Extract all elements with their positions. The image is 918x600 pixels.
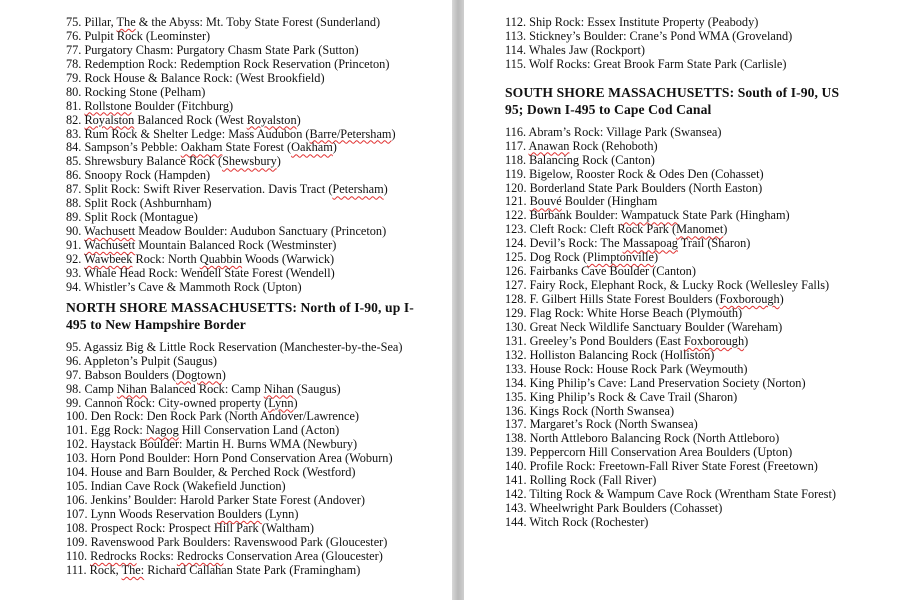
entry-text: 138. North Attleboro Balancing Rock (North Attleboro) [505,431,780,446]
spellcheck-flagged-word: Wawbeek [84,251,133,266]
entry-text: Balanced Rock (West [134,112,247,127]
spellcheck-flagged-word: Royalston [84,112,135,127]
entry-text: Hill Conservation Land (Acton) [178,423,340,438]
list-item [66,239,452,253]
entry-text: 112. Ship Rock: Essex Institute Property (Peabody) [505,15,759,29]
list-item [505,488,918,502]
entry-list-south-shore [505,126,918,530]
list-item [505,182,918,196]
list-item [66,183,452,197]
list-item [66,16,452,30]
entry-text: 94. Whistler’s Cave & Mammoth Rock (Upton) [66,279,302,294]
entry-text: 125. Dog Rock ( [505,250,587,265]
list-item [505,293,918,307]
entry-text: ) [653,250,659,265]
entry-text: 93. Whale Head Rock: Wendell State Forest (Wendell) [66,265,335,280]
entry-text: 92. [66,251,85,266]
entry-text: ) [276,154,281,169]
entry-text: 119. Bigelow, Rooster Rock & Odes Den (Cohasset) [505,166,764,181]
entry-text: 108. Prospect Rock: Prospect Hill Park (Waltham) [66,520,314,535]
list-item [505,126,918,140]
list-item [66,466,452,480]
list-item [66,452,452,466]
entry-text: 118. Balancing Rock (Canton) [505,152,655,167]
list-item [66,72,452,86]
list-item [505,363,918,377]
entry-text: 121. [505,194,530,209]
list-item [66,480,452,494]
list-item [505,16,918,30]
spellcheck-flagged-word: Oakham [291,140,333,155]
list-item [505,432,918,446]
spellcheck-flagged-word: Nihan [116,381,147,396]
list-item [505,349,918,363]
entry-text: (Saugus) [293,381,341,396]
list-item [66,169,452,183]
entry-text: Boulder (Fitchburg) [131,98,234,113]
entry-text: 84. Sampson’s Pebble: [66,140,181,155]
entry-text: ) [723,222,728,237]
entry-text: 100. Den Rock: Den Rock Park (North Andover/Lawrence) [66,409,359,424]
page-gutter [452,0,464,600]
list-item [66,383,452,397]
list-item [505,58,918,72]
entry-text: 88. Split Rock (Ashburnham) [66,196,212,211]
entry-text: 79. Rock House & Balance Rock: (West Brookfield) [66,70,325,85]
spellcheck-flagged-word: Redrocks [176,548,224,563]
list-item [505,223,918,237]
list-item [505,516,918,530]
entry-text: 124. Devil’s Rock: The [505,236,623,251]
entry-text: 90. [66,224,85,239]
list-item [66,424,452,438]
entry-list-central [66,16,452,295]
entry-text: 87. Split Rock: Swift River Reservation. Davis Tract ( [66,182,333,197]
list-item [66,155,452,169]
entry-text: 135. King Philip’s Rock & Cave Trail (Sharon) [505,389,738,404]
entry-text: ) [221,367,226,382]
entry-text: ) [293,395,298,410]
list-item [66,128,452,142]
entry-text: 81. [66,98,85,113]
list-item [505,460,918,474]
entry-text: 122. Burbank Boulder: [505,208,621,223]
document-page-left [0,0,452,600]
entry-text: 91. [66,238,85,252]
entry-text: 113. Stickney’s Boulder: Crane’s Pond WMA (Groveland) [505,28,793,43]
list-item [505,209,918,223]
list-item [66,438,452,452]
list-item [505,154,918,168]
entry-text: 96. Appleton’s Pulpit (Saugus) [66,353,217,368]
entry-text: 77. Purgatory Chasm: Purgatory Chasm State Park (Sutton) [66,42,359,57]
entry-list-north-shore [66,341,452,578]
entry-text: 114. Whales Jaw (Rockport) [505,42,646,57]
list-item [505,321,918,335]
list-item [66,355,452,369]
spellcheck-flagged-word: Foxborough [683,333,745,348]
spellcheck-flagged-word: Quabbin [199,251,243,266]
entry-text: 140. Profile Rock: Freetown-Fall River State Forest (Freetown) [505,459,818,474]
list-item [66,281,452,295]
entry-text: 83. Rum Rock & Shelter Ledge: Mass Audubon ( [66,126,310,141]
entry-text: 117. [505,138,529,153]
list-item [505,237,918,251]
entry-text: 99. Cannon Rock: City-owned property ( [66,395,269,410]
entry-text: 143. Wheelwright Park Boulders (Cohasset) [505,501,723,516]
list-item [66,494,452,508]
spellcheck-flagged-word: Wachusett [84,238,136,252]
spellcheck-flagged-word: Oakham [180,140,223,155]
entry-text: 97. Babson Boulders ( [66,367,176,382]
list-item [66,141,452,155]
list-item [505,307,918,321]
list-item [66,508,452,522]
spellcheck-flagged-word: Royalston [246,112,297,127]
entry-text: Meadow Boulder: Audubon Sanctuary (Princeton) [135,224,387,239]
list-item [505,418,918,432]
entry-text: 101. Egg Rock: [66,423,146,438]
list-item [505,195,918,209]
entry-text: 131. Greeley’s Pond Boulders (East [505,333,684,348]
list-item [505,335,918,349]
section-heading-south-shore: SOUTH SHORE MASSACHUSETTS: South of I-90, US 95; Down I-495 to Cape Cod Canal [505,84,840,117]
list-item [66,550,452,564]
entry-text: 137. Margaret’s Rock (North Swansea) [505,417,698,432]
entry-text: Rocks: [136,548,177,563]
list-item [505,391,918,405]
list-item [66,86,452,100]
entry-text: 98. Camp [66,381,117,396]
entry-text: ) [779,292,784,306]
entry-text: Woods (Warwick) [242,251,335,266]
entry-text: 82. [66,112,85,127]
spellcheck-flagged-word: Dogtown [175,367,222,382]
list-item [505,446,918,460]
entry-text: 144. Witch Rock (Rochester) [505,515,649,529]
list-item [505,502,918,516]
entry-text: ) [332,140,337,155]
spellcheck-flagged-word: Boulders [217,507,262,521]
entry-text: 123. Cleft Rock: Cleft Rock Park ( [505,222,677,237]
spellcheck-flagged-word: Barre/Petersham [309,126,392,141]
entry-text: 133. House Rock: House Rock Park (Weymouth) [505,361,748,376]
entry-text: 105. Indian Cave Rock (Wakefield Junction) [66,479,286,494]
spellcheck-flagged-word: Foxborough [719,292,780,306]
entry-text: 129. Flag Rock: White Horse Beach (Plymouth) [505,305,743,320]
section-heading-north-shore: NORTH SHORE MASSACHUSETTS: North of I-90, up I-495 to New Hampshire Border [66,299,414,332]
spellcheck-flagged-word: Massapoag [622,236,678,251]
spellcheck-flagged-word: Wachusett [84,224,136,239]
list-item [505,168,918,182]
list-item [66,44,452,58]
list-item [66,58,452,72]
entry-text: ) [296,112,301,127]
list-item [66,522,452,536]
list-item [66,30,452,44]
entry-text: 89. Split Rock (Montague) [66,210,198,225]
entry-text: Balanced Rock: Camp [146,381,264,396]
entry-text: Rock (Rehoboth) [569,138,658,153]
entry-text: & the Abyss: Mt. Toby State Forest (Sunderland) [135,15,381,29]
list-item [66,410,452,424]
list-item [66,536,452,550]
entry-text: State Park (Hingham) [679,208,790,223]
entry-text: (Lynn) [261,507,299,521]
entry-text: 85. Shrewsbury Balance Rock ( [66,154,223,169]
spellcheck-flagged-word: Rollstone [84,98,132,113]
spellcheck-flagged-word: Petersham [332,182,384,197]
entry-text: 95. Agassiz Big & Little Rock Reservation (Manchester-by-the-Sea) [66,339,403,354]
document-page-right [464,0,918,600]
entry-text: 128. F. Gilbert Hills State Forest Boulders ( [505,292,720,306]
entry-text: 76. Pulpit Rock (Leominster) [66,28,211,43]
list-item [505,251,918,265]
entry-text: ) [391,126,396,141]
entry-text: 80. Rocking Stone (Pelham) [66,84,206,99]
list-item [505,44,918,58]
spellcheck-flagged-word: Bouvé [529,194,562,209]
spellcheck-flagged-word: Anawan [528,138,570,153]
list-item [66,341,452,355]
entry-text: 103. Horn Pond Boulder: Horn Pond Conservation Area (Woburn) [66,451,393,466]
entry-text: 130. Great Neck Wildlife Sanctuary Boulder (Wareham) [505,319,783,334]
list-item [66,114,452,128]
entry-text: 111. Rock, [66,562,122,577]
entry-text: Rock: North [132,251,200,266]
spellcheck-flagged-word: Redrocks [90,548,137,563]
list-item [66,369,452,383]
entry-text: 116. Abram’s Rock: Village Park (Swansea) [505,124,722,139]
entry-text: 78. Redemption Rock: Redemption Rock Reservation (Princeton) [66,56,390,71]
entry-text: 75. Pillar, [66,15,117,29]
entry-text: 115. Wolf Rocks: Great Brook Farm State Park (Carlisle) [505,56,787,71]
entry-text: 141. Rolling Rock (Fall River) [505,473,657,488]
entry-text: 136. Kings Rock (North Swansea) [505,403,675,418]
list-item [505,377,918,391]
entry-text: 104. House and Barn Boulder, & Perched Rock (Westford) [66,465,356,480]
spellcheck-flagged-word: Manomet [676,222,724,237]
list-item [505,474,918,488]
entry-text: 120. Borderland State Park Boulders (North Easton) [505,180,763,195]
spellcheck-flagged-word: Lynn [268,395,294,410]
spellcheck-flagged-word: Wampatuck [620,208,680,223]
entry-text: 132. Holliston Balancing Rock (Holliston) [505,347,715,362]
spellcheck-flagged-word: Plimptonville [586,250,654,265]
entry-text: Conservation Area (Gloucester) [223,548,383,563]
entry-list-north-shore-cont [505,16,918,72]
list-item [505,30,918,44]
entry-text: ) [383,182,388,197]
entry-text: 127. Fairy Rock, Elephant Rock, & Lucky Rock (Wellesley Falls) [505,278,830,293]
spellcheck-flagged-word: Nagog [145,423,179,438]
list-item [505,279,918,293]
list-item [505,265,918,279]
entry-text: 139. Peppercorn Hill Conservation Area Boulders (Upton) [505,445,793,460]
entry-text: Richard Callahan State Park (Framingham) [144,562,361,577]
list-item [66,253,452,267]
list-item [66,197,452,211]
spellcheck-flagged-word: Nihan [263,381,294,396]
entry-text: 110. [66,548,91,563]
entry-text: 86. Snoopy Rock (Hampden) [66,168,211,183]
entry-text: State Forest ( [222,140,292,155]
list-item [66,100,452,114]
entry-text: 106. Jenkins’ Boulder: Harold Parker State Forest (Andover) [66,493,365,508]
entry-text: 102. Haystack Boulder: Martin H. Burns WMA (Newbury) [66,437,358,452]
entry-text: 142. Tilting Rock & Wampum Cave Rock (Wrentham State Forest) [505,487,836,502]
entry-text: Boulder (Hingham [561,194,658,209]
entry-text: Trail (Sharon) [677,236,751,251]
entry-text: Mountain Balanced Rock (Westminster) [135,238,337,252]
list-item [66,267,452,281]
list-item [505,140,918,154]
entry-text: 126. Fairbanks Cave Boulder (Canton) [505,264,696,279]
list-item [66,225,452,239]
spellcheck-flagged-word: The: [121,562,145,577]
list-item [66,397,452,411]
list-item [505,405,918,419]
entry-text: 107. Lynn Woods Reservation [66,507,218,521]
list-item [66,564,452,578]
spellcheck-flagged-word: Shewsbury [222,154,277,169]
entry-text: 134. King Philip’s Cave: Land Preservation Society (Norton) [505,375,806,390]
entry-text: ) [744,333,749,348]
spellcheck-flagged-word: The [116,15,136,29]
entry-text: 109. Ravenswood Park Boulders: Ravenswood Park (Gloucester) [66,534,388,549]
list-item [66,211,452,225]
